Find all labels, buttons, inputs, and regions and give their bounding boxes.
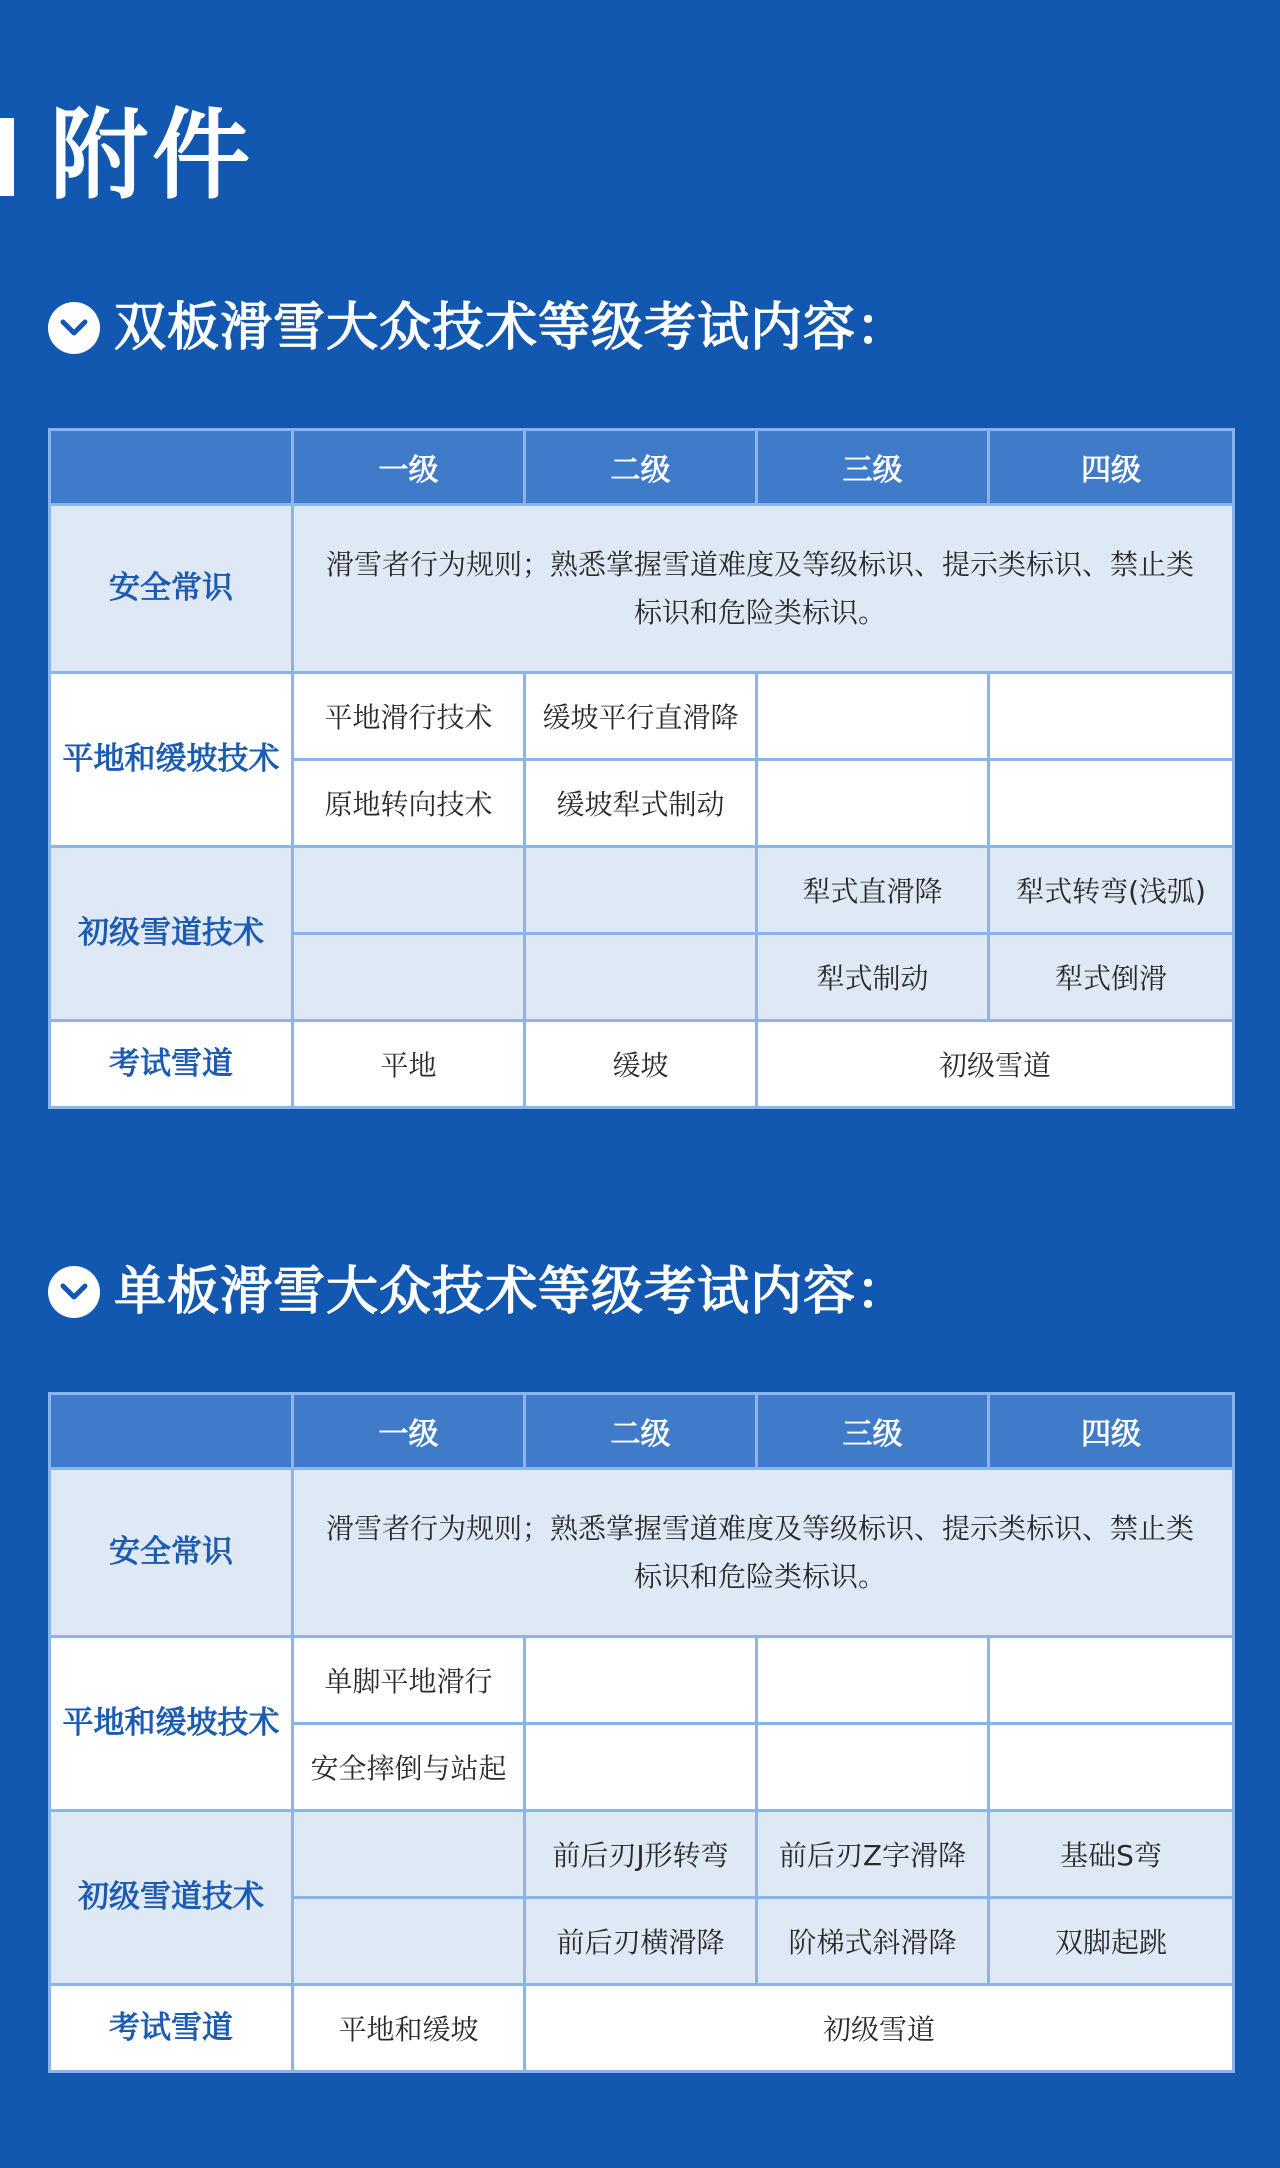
table-cell [989, 1724, 1234, 1811]
header-level-3: 三级 [757, 1394, 989, 1469]
table-cell: 平地滑行技术 [293, 673, 525, 760]
table-cell [757, 1724, 989, 1811]
safety-description: 滑雪者行为规则；熟悉掌握雪道难度及等级标识、提示类标识、禁止类标识和危险类标识。 [293, 1469, 1234, 1637]
table-cell [293, 847, 525, 934]
table-cell: 缓坡犁式制动 [525, 760, 757, 847]
section-heading-double-board [48, 292, 909, 364]
header-row [50, 430, 1234, 505]
table-cell: 原地转向技术 [293, 760, 525, 847]
row-label-flat: 平地和缓坡技术 [50, 673, 293, 847]
table-cell: 缓坡平行直滑降 [525, 673, 757, 760]
section-heading-snowboard [48, 1256, 909, 1328]
table-cell: 初级雪道 [757, 1021, 1234, 1108]
page-title: 附件 [50, 98, 255, 213]
row-label-exam: 考试雪道 [50, 1985, 293, 2072]
table-cell [293, 934, 525, 1021]
table-cell [757, 1637, 989, 1724]
header-level-2: 二级 [525, 1394, 757, 1469]
header-level-4: 四级 [989, 1394, 1234, 1469]
table-cell: 犁式转弯(浅弧) [989, 847, 1234, 934]
beginner-row-1 [50, 847, 1234, 934]
table-cell: 前后刃横滑降 [525, 1898, 757, 1985]
section-title: 单板滑雪大众技术等级考试内容： [114, 1261, 910, 1322]
table-cell: 安全摔倒与站起 [293, 1724, 525, 1811]
row-label-beginner: 初级雪道技术 [50, 1811, 293, 1985]
safety-row [50, 505, 1234, 673]
header-level-1: 一级 [293, 430, 525, 505]
table-cell [757, 673, 989, 760]
header-cell [50, 430, 293, 505]
header-level-3: 三级 [757, 430, 989, 505]
table-cell: 单脚平地滑行 [293, 1637, 525, 1724]
header-level-4: 四级 [989, 430, 1234, 505]
table-cell: 前后刃J形转弯 [525, 1811, 757, 1898]
row-label-safety: 安全常识 [50, 505, 293, 673]
safety-row [50, 1469, 1234, 1637]
table-cell: 犁式倒滑 [989, 934, 1234, 1021]
row-label-safety: 安全常识 [50, 1469, 293, 1637]
header-row [50, 1394, 1234, 1469]
table-cell [757, 760, 989, 847]
table-cell: 犁式制动 [757, 934, 989, 1021]
row-label-beginner: 初级雪道技术 [50, 847, 293, 1021]
table-cell: 基础S弯 [989, 1811, 1234, 1898]
section-title: 双板滑雪大众技术等级考试内容： [114, 297, 910, 358]
table-cell [989, 673, 1234, 760]
header-cell [50, 1394, 293, 1469]
table-cell [525, 847, 757, 934]
header-level-2: 二级 [525, 430, 757, 505]
table-cell: 缓坡 [525, 1021, 757, 1108]
flat-row-1 [50, 1637, 1234, 1724]
title-accent-bar [0, 118, 14, 196]
beginner-row-1 [50, 1811, 1234, 1898]
snowboard-level-table [48, 1392, 1235, 2073]
row-label-exam: 考试雪道 [50, 1021, 293, 1108]
header-level-1: 一级 [293, 1394, 525, 1469]
table-cell [293, 1898, 525, 1985]
table-cell [989, 760, 1234, 847]
table-cell: 犁式直滑降 [757, 847, 989, 934]
table-cell [293, 1811, 525, 1898]
table-cell: 双脚起跳 [989, 1898, 1234, 1985]
table-cell: 初级雪道 [525, 1985, 1234, 2072]
double-board-level-table [48, 428, 1235, 1109]
chevron-down-icon [48, 1266, 100, 1318]
table-cell: 平地 [293, 1021, 525, 1108]
table-cell: 阶梯式斜滑降 [757, 1898, 989, 1985]
table-cell [525, 1724, 757, 1811]
chevron-down-icon [48, 302, 100, 354]
exam-slope-row [50, 1021, 1234, 1108]
table-cell [525, 934, 757, 1021]
table-cell [525, 1637, 757, 1724]
table-cell [989, 1637, 1234, 1724]
table-cell: 前后刃Z字滑降 [757, 1811, 989, 1898]
row-label-flat: 平地和缓坡技术 [50, 1637, 293, 1811]
table-cell: 平地和缓坡 [293, 1985, 525, 2072]
flat-row-1 [50, 673, 1234, 760]
exam-slope-row [50, 1985, 1234, 2072]
safety-description: 滑雪者行为规则；熟悉掌握雪道难度及等级标识、提示类标识、禁止类标识和危险类标识。 [293, 505, 1234, 673]
